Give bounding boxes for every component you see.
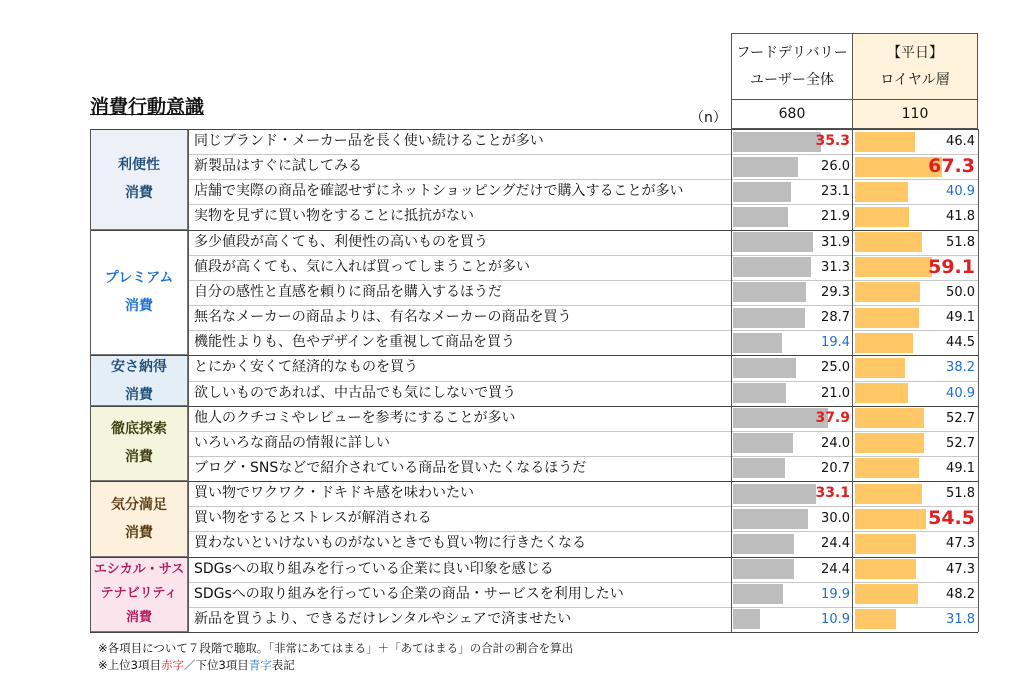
value-royal: 54.5: [928, 507, 975, 530]
value-royal: 40.9: [946, 184, 975, 200]
value-royal: 51.8: [946, 234, 975, 250]
bar-all-users: [733, 584, 783, 604]
value-all-users: 21.9: [821, 209, 850, 225]
value-royal: 49.1: [946, 460, 975, 476]
value-royal: 31.8: [946, 611, 975, 627]
value-all-users: 20.7: [821, 460, 850, 476]
value-all-users: 21.0: [821, 385, 850, 401]
value-all-users: 23.1: [821, 184, 850, 200]
row-label: 値段が高くても、気に入れば買ってしまうことが多い: [194, 258, 530, 275]
bar-royal: [855, 358, 905, 378]
category-2: [90, 355, 188, 405]
header-all-line2: ユーザー全体: [750, 71, 834, 88]
bar-all-users: [733, 609, 760, 629]
value-royal: 49.1: [946, 310, 975, 326]
value-royal: 51.8: [946, 486, 975, 502]
value-all-users: 24.4: [821, 561, 850, 577]
bar-all-users: [733, 383, 786, 403]
bar-all-users: [733, 559, 794, 579]
value-royal: 46.4: [946, 134, 975, 149]
value-all-users: 25.0: [821, 360, 850, 376]
value-royal: 52.7: [946, 410, 975, 426]
row-label: 機能性よりも、色やデザインを重視して商品を買う: [194, 334, 516, 351]
category-0: [90, 129, 188, 230]
category-3: [90, 406, 188, 481]
row-label: 買わないといけないものがないときでも買い物に行きたくなる: [194, 535, 586, 552]
row-label: 新品を買うより、できるだけレンタルやシェアで済ませたい: [194, 610, 572, 627]
bar-all-users: [733, 358, 796, 378]
row-label: 店舗で実際の商品を確認せずにネットショッピングだけで購入することが多い: [194, 183, 684, 200]
row-label: 買い物でワクワク・ドキドキ感を味わいたい: [194, 485, 474, 502]
category-label-4-0: 気分満足: [111, 496, 167, 513]
category-label-5-1: テナビリティ: [100, 586, 178, 602]
n-label: （n）: [690, 110, 727, 126]
header-royal-line2: ロイヤル層: [880, 71, 950, 88]
row-label: 実物を見ずに買い物をすることに抵抗がない: [194, 208, 474, 225]
footnote-legend-blue: 青字: [248, 658, 272, 672]
bar-all-users: [733, 333, 782, 353]
value-royal: 67.3: [928, 155, 975, 178]
bar-royal: [855, 207, 909, 227]
category-label-5-2: 消費: [125, 610, 152, 626]
value-all-users: 33.1: [815, 485, 850, 502]
value-royal: 41.8: [946, 209, 975, 225]
value-royal: 59.1: [928, 255, 975, 278]
value-all-users: 26.0: [821, 159, 850, 175]
value-royal: 47.3: [946, 561, 975, 577]
row-label: SDGsへの取り組みを行っている企業の商品・サービスを利用したい: [194, 585, 624, 602]
footnote-legend: [98, 657, 295, 673]
row-label: 他人のクチコミやレビューを参考にすることが多い: [194, 409, 516, 426]
row-label: 同じブランド・メーカー品を長く使い続けることが多い: [194, 133, 544, 149]
row-label: 自分の感性と直感を頼りに商品を購入するほうだ: [194, 283, 502, 300]
n-value-all: 680: [731, 99, 853, 129]
bar-all-users: [733, 182, 791, 202]
column-line-2: [731, 129, 732, 632]
header-all-line1: フードデリバリー: [736, 44, 848, 61]
category-label-5-0: エシカル・サス: [93, 562, 185, 578]
bar-all-users: [733, 433, 793, 453]
value-all-users: 35.3: [815, 133, 850, 149]
value-all-users: 37.9: [815, 409, 850, 426]
value-all-users: 24.0: [821, 435, 850, 451]
value-all-users: 19.9: [821, 586, 850, 602]
value-royal: 52.7: [946, 435, 975, 451]
column-line-4: [978, 129, 979, 632]
category-label-1-1: 消費: [125, 298, 153, 315]
value-all-users: 24.4: [821, 536, 850, 552]
row-label: 欲しいものであれば、中古品でも気にしないで買う: [194, 384, 516, 401]
category-label-2-0: 安さ納得: [111, 358, 167, 375]
category-label-3-0: 徹底探索: [111, 421, 167, 438]
table-bottom-border: [90, 632, 978, 633]
footnote-legend-a: ※上位3項目: [98, 658, 161, 672]
row-label: ブログ・SNSなどで紹介されている商品を買いたくなるほうだ: [194, 459, 587, 476]
row-label: 新製品はすぐに試してみる: [194, 158, 362, 175]
table-top-border: [90, 129, 978, 130]
value-royal: 50.0: [946, 284, 975, 300]
n-value-royal: 110: [852, 99, 978, 129]
category-1: [90, 230, 188, 356]
category-label-3-1: 消費: [125, 449, 153, 466]
row-label: 多少値段が高くても、利便性の高いものを買う: [194, 233, 488, 250]
bar-royal: [855, 609, 896, 629]
row-label: 無名なメーカーの商品よりは、有名なメーカーの商品を買う: [194, 309, 572, 326]
bar-royal: [855, 383, 908, 403]
chart-title: 消費行動意識: [90, 96, 205, 118]
column-line-3: [852, 129, 853, 632]
header-royal-line1: 【平日】: [887, 44, 943, 61]
value-royal: 40.9: [946, 385, 975, 401]
bar-all-users: [733, 207, 788, 227]
value-royal: 48.2: [946, 586, 975, 602]
row-label: 買い物をするとストレスが解消される: [194, 510, 432, 527]
value-all-users: 19.4: [821, 335, 850, 351]
column-line-0: [90, 129, 91, 632]
row-label: とにかく安くて経済的なものを買う: [194, 359, 418, 376]
value-all-users: 28.7: [821, 310, 850, 326]
column-line-1: [188, 129, 189, 632]
value-royal: 38.2: [946, 360, 975, 376]
value-all-users: 29.3: [821, 284, 850, 300]
column-header-royal: [852, 33, 978, 99]
category-label-2-1: 消費: [125, 386, 153, 403]
column-header-all-users: [731, 33, 853, 99]
category-label-4-1: 消費: [125, 524, 153, 541]
category-4: [90, 481, 188, 556]
value-royal: 47.3: [946, 536, 975, 552]
row-label: SDGsへの取り組みを行っている企業に良い印象を感じる: [194, 560, 554, 577]
bar-royal: [855, 182, 908, 202]
value-all-users: 31.9: [821, 234, 850, 250]
category-5: [90, 557, 188, 632]
footnote-legend-red: 赤字: [160, 658, 184, 672]
bar-all-users: [733, 458, 785, 478]
footnote-method: ※各項目について７段階で聴取。「非常にあてはまる」＋「あてはまる」の合計の割合を算出: [98, 641, 574, 655]
value-royal: 44.5: [946, 335, 975, 351]
value-all-users: 30.0: [821, 511, 850, 527]
category-label-1-0: プレミアム: [104, 270, 174, 287]
category-label-0-1: 消費: [125, 185, 153, 202]
value-all-users: 31.3: [821, 259, 850, 275]
row-label: いろいろな商品の情報に詳しい: [194, 434, 390, 451]
footnote-legend-b: 表記: [271, 658, 295, 672]
bar-all-users: [733, 157, 798, 177]
footnote-legend-sep: ／下位3項目: [183, 658, 249, 672]
bar-all-users: [733, 534, 794, 554]
value-all-users: 10.9: [821, 611, 850, 627]
category-label-0-0: 利便性: [118, 157, 160, 174]
